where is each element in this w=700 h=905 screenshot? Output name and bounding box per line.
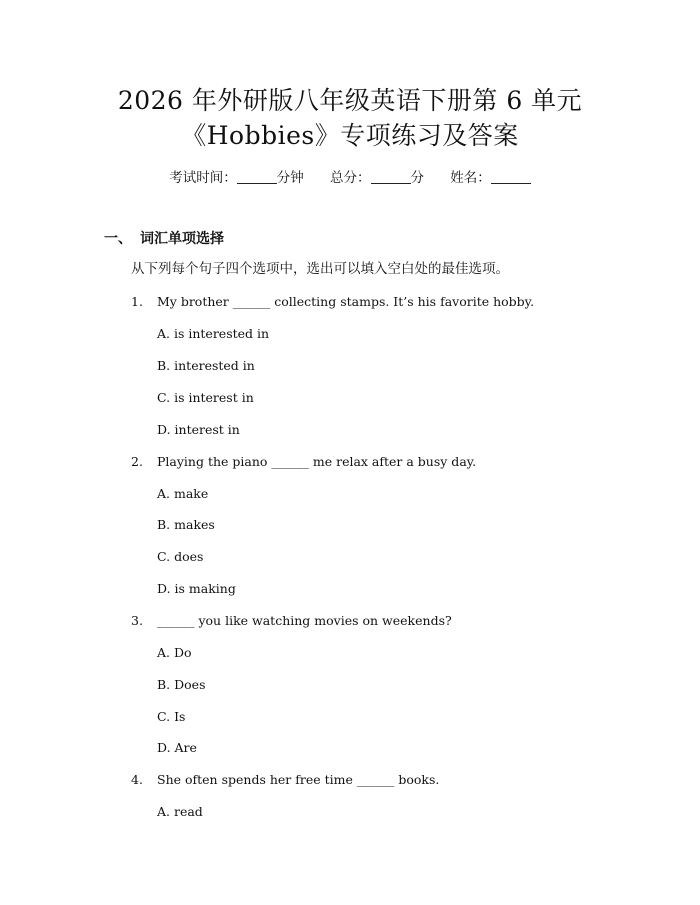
question-4 [131,771,439,789]
exam-time-label: 考试时间： [169,170,237,186]
question-text: My brother ______ collecting stamps. It’s his favorite hobby. [157,294,535,309]
question-2-option-d: D. is making [157,581,236,596]
question-1-option-c: C. is interest in [157,390,254,405]
name-blank [491,169,531,184]
question-number: 4. [131,772,143,787]
section-instruction: 从下列每个句子四个选项中，选出可以填入空白处的最佳选项。 [131,261,509,277]
document-title-line-2: 《Hobbies》专项练习及答案 [181,121,519,150]
question-3-option-a: A. Do [157,645,192,660]
total-score-unit: 分 [410,170,424,186]
question-text: ______ you like watching movies on weekends? [157,613,452,628]
question-3 [131,612,452,630]
question-3-option-b: B. Does [157,677,206,692]
question-1-option-d: D. interest in [157,422,240,437]
exam-time-unit: 分钟 [276,170,304,186]
question-1 [131,293,534,311]
document-title-line-1: 2026 年外研版八年级英语下册第 6 单元 [117,86,583,115]
question-number: 3. [131,613,143,628]
question-text: Playing the piano ______ me relax after a busy day. [157,454,477,469]
question-2-option-a: A. make [157,486,209,501]
question-3-option-c: C. Is [157,709,186,724]
question-2-option-c: C. does [157,549,204,564]
question-4-option-a: A. read [157,804,203,819]
section-title: 词汇单项选择 [140,231,224,247]
question-3-option-d: D. Are [157,740,197,755]
section-number: 一、 [104,231,132,247]
question-1-option-b: B. interested in [157,358,255,373]
question-2 [131,453,476,471]
name-field [450,168,531,188]
total-score-label: 总分： [330,170,371,186]
exam-time-blank [237,169,277,184]
total-score-field [330,168,424,188]
question-number: 2. [131,454,143,469]
question-number: 1. [131,294,143,309]
section-heading [104,229,224,249]
exam-time-field [169,168,304,188]
name-label: 姓名： [450,170,491,186]
total-score-blank [371,169,411,184]
question-text: She often spends her free time ______ books. [157,772,440,787]
question-1-option-a: A. is interested in [157,326,270,341]
question-2-option-b: B. makes [157,517,215,532]
exam-info-row [0,168,700,188]
